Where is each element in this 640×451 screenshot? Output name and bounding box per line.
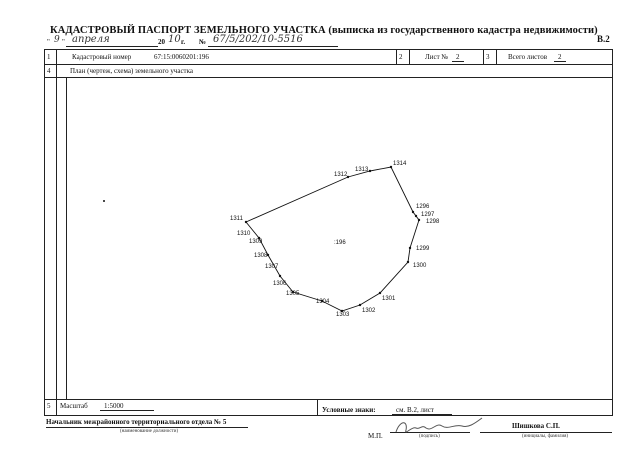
point-label: 1308 [254,253,268,259]
legend-value: см. В.2, лист [396,406,434,414]
year-prefix: 20 [158,38,165,46]
year-label: г. [181,38,186,46]
year-suffix: 10 [168,34,181,45]
official-name: Шишкова С.П. [512,422,560,430]
row4-number: 4 [47,67,51,75]
row3-number: 3 [486,53,490,61]
quote-close: " [62,38,65,46]
stamp-label: М.П. [368,432,383,440]
scale-value: 1:5000 [104,402,124,410]
position-caption: (наименование должности) [120,429,179,434]
point-label: 1307 [265,264,279,270]
name-caption: (инициалы, фамилия) [522,434,569,439]
point-label: 1314 [393,161,407,167]
document-title: КАДАСТРОВЫЙ ПАСПОРТ ЗЕМЕЛЬНОГО УЧАСТКА (выписка из государственного кадастра недвижимости) [50,25,598,36]
point-label: 1296 [416,204,430,210]
parcel-boundary [246,167,419,311]
name-underline [480,432,612,433]
point-label: 1300 [413,263,427,269]
point-label: 1301 [382,296,396,302]
number-label: № [199,38,207,46]
row2-number: 2 [399,53,403,61]
point-label: 1306 [273,281,287,287]
point-label: 1299 [416,246,430,252]
signature-image [390,410,490,440]
sheet-number-value: 2 [452,53,464,62]
date-month: апреля [72,34,110,45]
point-label: 1305 [286,291,300,297]
point-label: 1304 [316,299,330,305]
sheet-number-label: Лист № [425,53,449,61]
point-label: 1311 [230,216,243,222]
signature-caption: (подпись) [419,434,440,439]
scale-underline [100,410,154,411]
date-day: 9 [54,35,60,45]
cadastral-number-label: Кадастровый номер [72,53,132,61]
total-sheets-value: 2 [554,53,566,62]
point-label: 1312 [334,172,348,178]
parcel-label: :196 [334,240,346,246]
sheet-code: В.2 [597,34,610,44]
position-underline [46,427,248,428]
point-label: 1310 [237,231,251,237]
scale-label: Масштаб [60,402,88,410]
official-position: Начальник межрайонного территориального отдела № 5 [46,418,227,426]
row5-number: 5 [47,402,51,410]
point-label: 1298 [426,219,440,225]
registration-number: 67/5/202/10-5516 [213,34,303,45]
plan-label: План (чертеж, схема) земельного участка [70,67,194,75]
total-sheets-label: Всего листов [508,53,548,61]
point-label: 1302 [362,308,376,314]
row1-number: 1 [47,53,51,61]
point-label: 1297 [421,212,435,218]
quote-open: " [47,38,50,46]
point-label: 1313 [355,167,369,173]
point-label: 1303 [336,312,350,318]
cadastral-number-value: 67:15:0060201:196 [154,53,209,61]
point-label: 1309 [249,239,263,245]
legend-label: Условные знаки: [322,406,376,414]
